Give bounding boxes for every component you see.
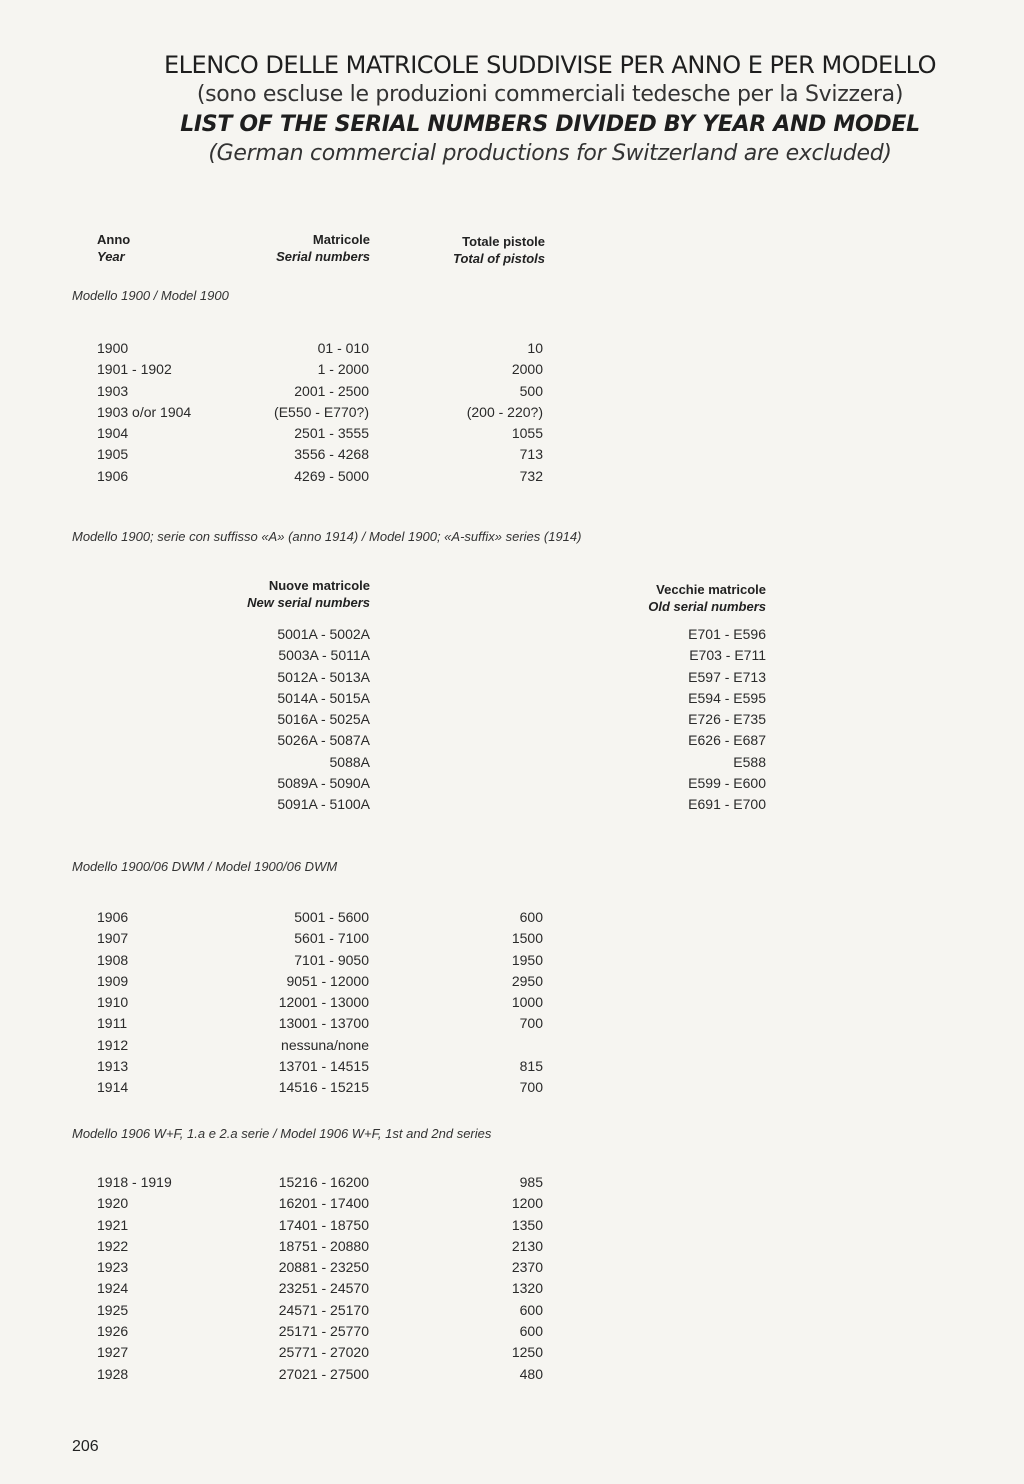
total-cell: 700 (519, 1079, 543, 1096)
year-cell: 1914 (97, 1079, 129, 1096)
new-serial-cell: 5089A - 5090A (277, 775, 370, 792)
section-title-model-1900-06: Modello 1900/06 DWM / Model 1900/06 DWM (72, 859, 338, 874)
serials-cell: 16201 - 17400 (278, 1195, 369, 1212)
header-old-serials: Vecchie matricole Old serial numbers (648, 582, 766, 614)
table-row (200, 796, 770, 817)
serials-cell: 13001 - 13700 (278, 1015, 369, 1032)
year-cell: 1910 (97, 994, 129, 1011)
header-total: Totale pistole Total of pistols (453, 234, 545, 266)
table-row (97, 952, 547, 973)
year-cell: 1924 (97, 1280, 129, 1297)
total-cell: 1350 (511, 1216, 543, 1233)
section-title-model-1906-wf: Modello 1906 W+F, 1.a e 2.a serie / Model 1906 W+F, 1st and 2nd series (72, 1126, 492, 1141)
serials-cell: 4269 - 5000 (294, 467, 369, 484)
year-cell: 1911 (97, 1015, 128, 1032)
table-row (97, 468, 547, 489)
old-serial-cell: E626 - E687 (688, 732, 766, 749)
serials-cell: 1 - 2000 (317, 361, 369, 378)
table-model-1906-wf (97, 1174, 547, 1387)
title-italian: ELENCO DELLE MATRICOLE SUDDIVISE PER ANNO E PER MODELLO (164, 51, 936, 79)
total-cell: 10 (527, 340, 543, 356)
serials-cell: 18751 - 20880 (278, 1237, 369, 1254)
new-serial-cell: 5091A - 5100A (277, 796, 370, 813)
new-serial-cell: 5088A (329, 753, 370, 770)
year-cell: 1901 - 1902 (97, 361, 172, 378)
year-cell: 1922 (97, 1237, 129, 1254)
table-row (200, 754, 770, 775)
table-row (97, 425, 547, 446)
table-row (97, 1015, 547, 1036)
serials-cell: 12001 - 13000 (278, 994, 369, 1011)
subtitle-italian: (sono escluse le produzioni commerciali tedesche per la Svizzera) (196, 82, 904, 107)
title-block (100, 50, 1000, 168)
total-cell: 732 (519, 467, 543, 484)
serials-cell: 2001 - 2500 (294, 382, 369, 399)
total-cell: 2130 (511, 1237, 543, 1254)
year-cell: 1921 (97, 1216, 129, 1233)
subtitle-english: (German commercial productions for Switzerland are excluded) (208, 141, 892, 166)
table-row (97, 1058, 547, 1079)
section-title-a-suffix: Modello 1900; serie con suffisso «A» (anno 1914) / Model 1900; «A-suffix» series (1914) (72, 529, 582, 544)
old-serial-cell: E726 - E735 (688, 711, 766, 728)
total-cell: 600 (519, 1323, 543, 1340)
serials-cell: 20881 - 23250 (278, 1259, 369, 1276)
serials-cell: 17401 - 18750 (278, 1216, 369, 1233)
table-row (200, 647, 770, 668)
table-row (97, 1323, 547, 1344)
section-title-model-1900: Modello 1900 / Model 1900 (72, 288, 229, 303)
year-cell: 1923 (97, 1259, 129, 1276)
table-row (97, 404, 547, 425)
total-cell: 700 (519, 1015, 543, 1032)
table-row (200, 669, 770, 690)
table-row (97, 930, 547, 951)
table-row (200, 775, 770, 796)
total-cell: (200 - 220?) (466, 403, 543, 420)
page-number: 206 (72, 1438, 99, 1455)
year-cell: 1904 (97, 425, 129, 442)
total-cell: 1250 (511, 1344, 543, 1361)
table-row (97, 361, 547, 382)
total-cell: 1055 (511, 425, 543, 442)
serials-cell: 9051 - 12000 (286, 972, 369, 989)
year-cell: 1925 (97, 1301, 129, 1318)
serials-cell: 24571 - 25170 (278, 1301, 369, 1318)
table-row (97, 1217, 547, 1238)
old-serial-cell: E588 (733, 753, 766, 770)
total-cell: 500 (519, 382, 543, 399)
table-row (97, 909, 547, 930)
year-cell: 1907 (97, 930, 129, 947)
table-row (97, 1280, 547, 1301)
serials-cell: 01 - 010 (317, 340, 369, 356)
year-cell: 1912 (97, 1036, 129, 1053)
table-row (200, 732, 770, 753)
new-serial-cell: 5026A - 5087A (277, 732, 370, 749)
total-cell: 600 (519, 909, 543, 925)
year-cell: 1927 (97, 1344, 129, 1361)
serials-cell: (E550 - E770?) (274, 403, 369, 420)
old-serial-cell: E701 - E596 (688, 626, 766, 642)
old-serial-cell: E599 - E600 (688, 775, 766, 792)
table-row (200, 711, 770, 732)
new-serial-cell: 5012A - 5013A (277, 668, 370, 685)
serials-cell: 23251 - 24570 (278, 1280, 369, 1297)
new-serial-cell: 5001A - 5002A (277, 626, 370, 642)
total-cell: 1200 (511, 1195, 543, 1212)
year-cell: 1926 (97, 1323, 129, 1340)
old-serial-cell: E594 - E595 (688, 689, 766, 706)
total-cell: 1500 (511, 930, 543, 947)
serials-cell: nessuna/none (281, 1036, 369, 1053)
table-a-suffix (200, 626, 770, 818)
serials-cell: 15216 - 16200 (278, 1174, 369, 1190)
serials-cell: 13701 - 14515 (278, 1058, 369, 1075)
total-cell: 2370 (511, 1259, 543, 1276)
table-row (97, 1344, 547, 1365)
header-new-serials: Nuove matricole New serial numbers (247, 578, 370, 610)
year-cell: 1909 (97, 972, 129, 989)
total-cell: 985 (519, 1174, 543, 1190)
table-row (97, 1079, 547, 1100)
table-row (97, 994, 547, 1015)
serials-cell: 5601 - 7100 (294, 930, 369, 947)
table-row (97, 1174, 547, 1195)
table-row (97, 973, 547, 994)
year-cell: 1900 (97, 340, 129, 356)
title-english: LIST OF THE SERIAL NUMBERS DIVIDED BY YEAR AND MODEL (180, 112, 920, 137)
table-row (97, 1302, 547, 1323)
new-serial-cell: 5014A - 5015A (277, 689, 370, 706)
total-cell: 815 (519, 1058, 543, 1075)
table-model-1900-06 (97, 909, 547, 1101)
year-cell: 1906 (97, 909, 129, 925)
table-row (97, 1195, 547, 1216)
total-cell: 480 (519, 1365, 543, 1382)
year-cell: 1905 (97, 446, 129, 463)
year-cell: 1918 - 1919 (97, 1174, 172, 1190)
old-serial-cell: E597 - E713 (688, 668, 766, 685)
total-cell: 600 (519, 1301, 543, 1318)
table-row (97, 1037, 547, 1058)
new-serial-cell: 5016A - 5025A (277, 711, 370, 728)
total-cell: 2000 (511, 361, 543, 378)
header-serials: Matricole Serial numbers (276, 232, 370, 264)
table-row (97, 1366, 547, 1387)
total-cell: 1950 (511, 951, 543, 968)
serials-cell: 27021 - 27500 (278, 1365, 369, 1382)
year-cell: 1903 o/or 1904 (97, 403, 192, 420)
year-cell: 1920 (97, 1195, 129, 1212)
table-row (97, 446, 547, 467)
serials-cell: 14516 - 15215 (278, 1079, 369, 1096)
serials-cell: 25771 - 27020 (278, 1344, 369, 1361)
serials-cell: 25171 - 25770 (278, 1323, 369, 1340)
year-cell: 1903 (97, 382, 129, 399)
year-cell: 1906 (97, 467, 129, 484)
table-row (200, 626, 770, 647)
table-model-1900 (97, 340, 547, 489)
table-row (97, 1238, 547, 1259)
serials-cell: 2501 - 3555 (294, 425, 369, 442)
total-cell: 2950 (511, 972, 543, 989)
serials-cell: 5001 - 5600 (294, 909, 369, 925)
year-cell: 1913 (97, 1058, 129, 1075)
table-row (97, 383, 547, 404)
table-row (97, 1259, 547, 1280)
year-cell: 1908 (97, 951, 129, 968)
old-serial-cell: E691 - E700 (688, 796, 766, 813)
total-cell: 1000 (511, 994, 543, 1011)
header-year: Anno Year (97, 232, 131, 264)
serials-cell: 3556 - 4268 (294, 446, 369, 463)
total-cell: 1320 (511, 1280, 543, 1297)
serials-cell: 7101 - 9050 (294, 951, 369, 968)
old-serial-cell: E703 - E711 (689, 647, 766, 664)
new-serial-cell: 5003A - 5011A (278, 647, 370, 664)
table-row (97, 340, 547, 361)
total-cell: 713 (519, 446, 543, 463)
table-row (200, 690, 770, 711)
year-cell: 1928 (97, 1365, 129, 1382)
